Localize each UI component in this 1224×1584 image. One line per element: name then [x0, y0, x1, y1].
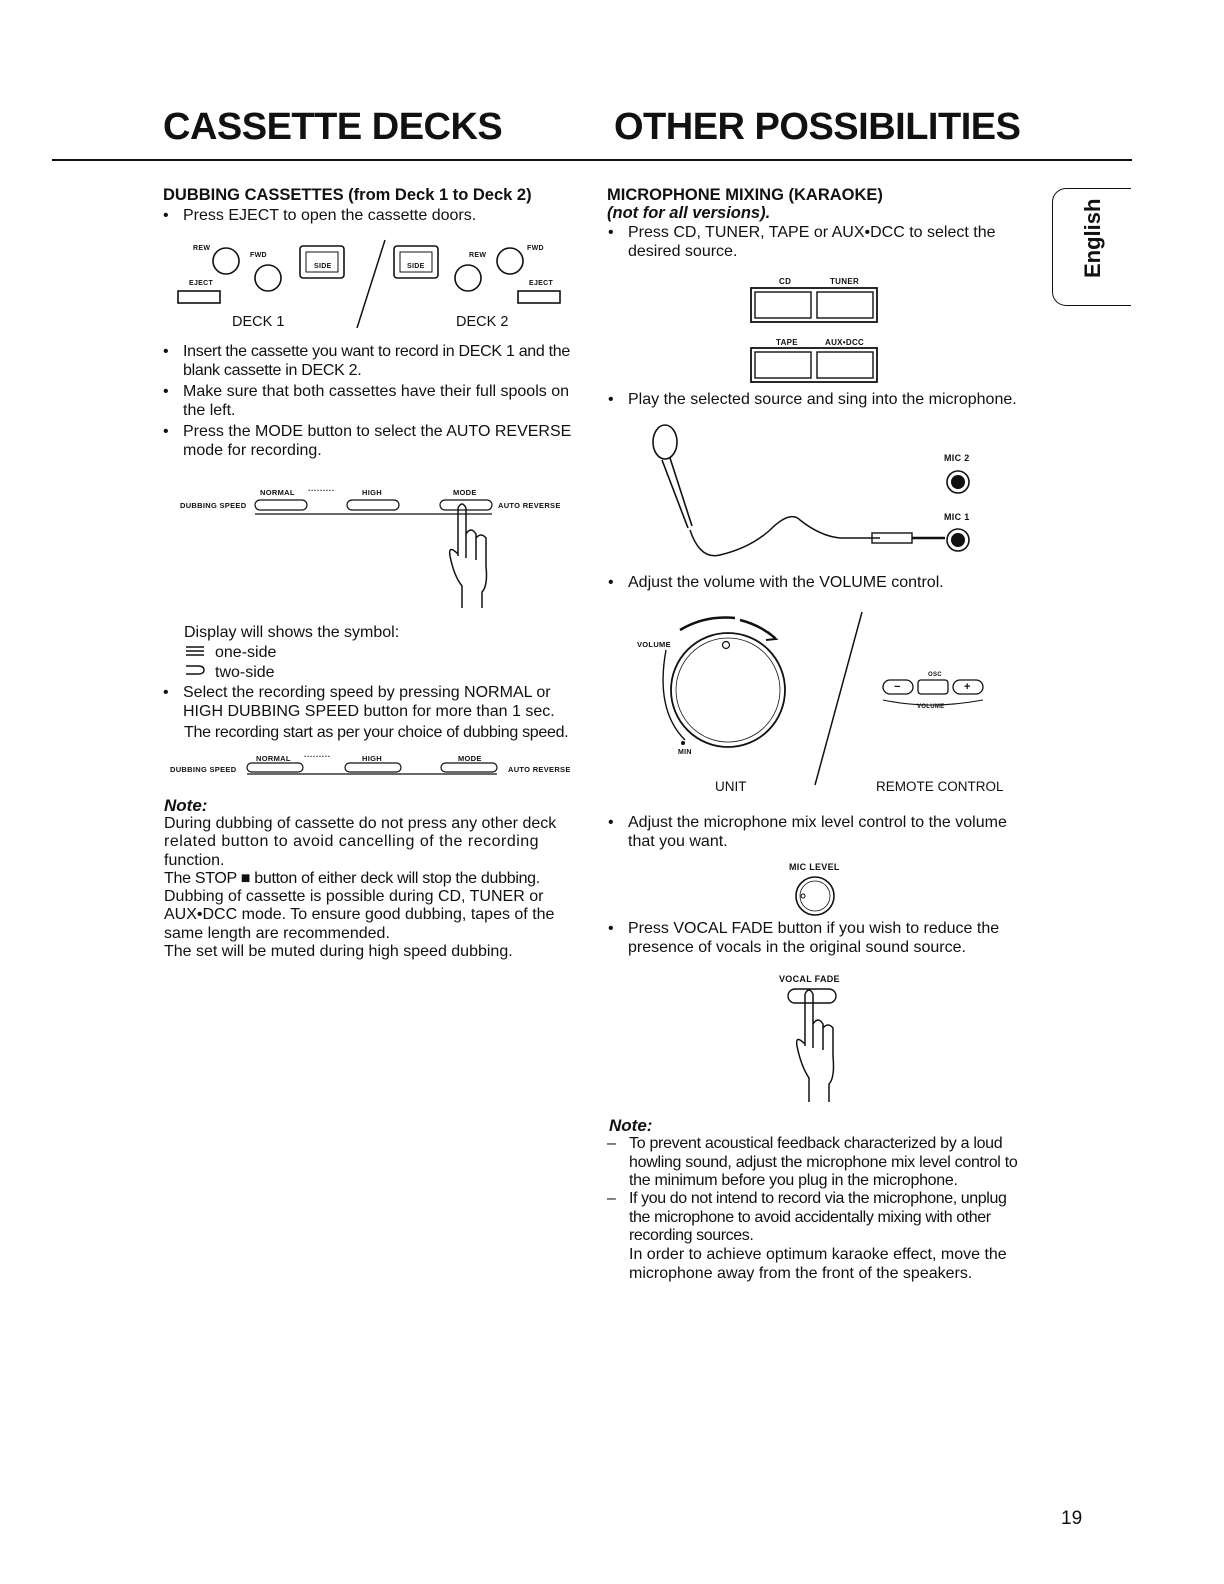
tuner-button-icon [817, 292, 873, 318]
note-line: The STOP ■ button of either deck will stop the dubbing. [164, 869, 540, 887]
volume-label: VOLUME [637, 640, 671, 649]
dubbing-speed-note: The recording start as per your choice of dubbing speed. [184, 724, 569, 741]
volume-knob-icon [671, 633, 785, 747]
right-note-2: – If you do not intend to record via the microphone, unplug the microphone to avoid accidentally mixing with other recording sources. [629, 1190, 1029, 1246]
minus-sign: − [894, 681, 901, 693]
note-line: same length are recommended. [164, 924, 390, 942]
right-note-1: – To prevent acoustical feedback characterized by a loud howling sound, adjust the microphone mix level control to the minimum before you plug in the microphone. [629, 1135, 1029, 1191]
panel1-dots: ········· [308, 486, 335, 495]
panel1-mode-label: MODE [453, 488, 477, 497]
mic-level-knob-icon [793, 874, 837, 918]
tape-button-icon [755, 352, 811, 378]
page-number: 19 [1061, 1508, 1083, 1529]
mic-level-label: MIC LEVEL [789, 862, 840, 872]
karaoke-section-title: MICROPHONE MIXING (KARAOKE) [607, 186, 883, 204]
cd-label: CD [779, 277, 792, 286]
deck2-fwd-label: FWD [527, 245, 544, 252]
left-note-text [164, 815, 556, 961]
panel2-auto-reverse-label: AUTO REVERSE [508, 765, 571, 774]
hand-pointer-icon [797, 990, 834, 1102]
hand-pointer-icon [450, 504, 487, 608]
deck1-side-label: SIDE [314, 263, 332, 270]
one-side-label: one-side [215, 644, 277, 661]
deck2-rew-button-icon [455, 265, 481, 291]
note-line: During dubbing of cassette do not press any other deck [164, 815, 557, 832]
two-side-symbol-icon [184, 664, 206, 676]
panel2-dubbing-speed-label: DUBBING SPEED [170, 765, 237, 774]
panel2-high-label: HIGH [362, 754, 382, 763]
panel1-diagram [250, 496, 500, 616]
normal-button-icon [255, 500, 307, 510]
mic2-label: MIC 2 [944, 453, 970, 463]
dubbing-step-mode: • Press the MODE button to select the AUTO REVERSE mode for recording. [183, 422, 583, 460]
panel2-mode-label: MODE [458, 754, 482, 763]
left-page-title: CASSETTE DECKS [163, 106, 503, 148]
aux-dcc-label: AUX•DCC [825, 338, 865, 347]
two-side-label: two-side [215, 664, 275, 681]
aux-button-icon [817, 352, 873, 378]
remote-osc-button-icon [918, 680, 948, 694]
karaoke-step-source: • Press CD, TUNER, TAPE or AUX•DCC to select the desired source. [628, 223, 1028, 261]
unit-label: UNIT [715, 779, 747, 794]
karaoke-step-vocal-fade: • Press VOCAL FADE button if you wish to reduce the presence of vocals in the original sound source. [628, 919, 1028, 957]
remote-volume-label: VOLUME [917, 704, 945, 710]
source-buttons-bottom [750, 347, 878, 383]
dubbing-step-insert: • Insert the cassette you want to record in DECK 1 and the blank cassette in DECK 2. [183, 342, 583, 380]
panel1-high-label: HIGH [362, 488, 382, 497]
left-note-label: Note: [164, 796, 208, 815]
right-note-label: Note: [609, 1116, 653, 1135]
panel1-dubbing-speed-label: DUBBING SPEED [180, 501, 247, 510]
deck1-side-button-icon [300, 246, 344, 278]
karaoke-step-mix-level: • Adjust the microphone mix level control to the volume that you want. [628, 813, 1028, 851]
deck1-fwd-label: FWD [250, 252, 267, 259]
display-symbol-text: Display will shows the symbol: [184, 624, 400, 641]
deck1-eject-label: EJECT [189, 280, 214, 287]
panel2-diagram [245, 760, 505, 780]
karaoke-subtitle: (not for all versions). [607, 204, 771, 222]
note-line: function. [164, 851, 225, 869]
microphone-icon [653, 425, 677, 459]
right-page-title: OTHER POSSIBILITIES [614, 106, 1021, 148]
panel1-normal-label: NORMAL [260, 488, 295, 497]
deck1-rew-label: REW [193, 245, 211, 252]
dubbing-step-eject: • Press EJECT to open the cassette doors. [183, 206, 583, 225]
plus-sign: + [964, 681, 971, 693]
note-line: Dubbing of cassette is possible during CD, TUNER or [164, 888, 544, 906]
tape-label: TAPE [776, 338, 798, 347]
panel2-dots: ········· [304, 752, 331, 761]
deck1-rew-button-icon [213, 248, 239, 274]
deck2-side-label: SIDE [407, 263, 425, 270]
microphone-diagram [640, 420, 980, 565]
panel1-auto-reverse-label: AUTO REVERSE [498, 501, 561, 510]
dubbing-step-speed: • Select the recording speed by pressing NORMAL or HIGH DUBBING SPEED button for more than 1 sec. [183, 683, 583, 721]
right-note-3: In order to achieve optimum karaoke effect, move the microphone away from the front of the speakers. [629, 1246, 1007, 1282]
vocal-fade-button-diagram [785, 986, 865, 1106]
source-buttons-top [750, 287, 878, 323]
note-line: The set will be muted during high speed dubbing. [164, 943, 513, 961]
high-button-icon [347, 500, 399, 510]
mic1-label: MIC 1 [944, 512, 970, 522]
cd-button-icon [755, 292, 811, 318]
tuner-label: TUNER [830, 277, 860, 286]
note-line: related button to avoid cancelling of the recording [164, 833, 540, 851]
deck1-label: DECK 1 [232, 314, 285, 330]
deck2-side-button-icon [394, 246, 438, 278]
karaoke-step-play: • Play the selected source and sing into the microphone. [628, 390, 1038, 409]
deck2-label: DECK 2 [456, 314, 509, 330]
deck2-rew-label: REW [469, 252, 487, 259]
dubbing-section-title: DUBBING CASSETTES (from Deck 1 to Deck 2) [163, 186, 532, 204]
remote-control-label: REMOTE CONTROL [876, 779, 1004, 794]
deck1-eject-button-icon [178, 291, 220, 303]
volume-diagram [640, 610, 1010, 775]
dubbing-step-spools: • Make sure that both cassettes have their full spools on the left. [183, 382, 583, 420]
deck2-eject-label: EJECT [529, 280, 554, 287]
deck1-fwd-button-icon [255, 265, 281, 291]
vocal-fade-label: VOCAL FADE [779, 974, 840, 984]
language-tab-label: English [1080, 198, 1105, 278]
deck2-fwd-button-icon [497, 248, 523, 274]
deck2-eject-button-icon [518, 291, 560, 303]
panel2-normal-label: NORMAL [256, 754, 291, 763]
volume-min-label: MIN [678, 749, 692, 756]
note-line: AUX•DCC mode. To ensure good dubbing, tapes of the [164, 906, 555, 924]
header-rule [52, 159, 1132, 161]
osc-label: OSC [928, 672, 942, 678]
karaoke-step-volume: • Adjust the volume with the VOLUME control. [628, 573, 1028, 592]
one-side-symbol-icon [184, 645, 206, 657]
